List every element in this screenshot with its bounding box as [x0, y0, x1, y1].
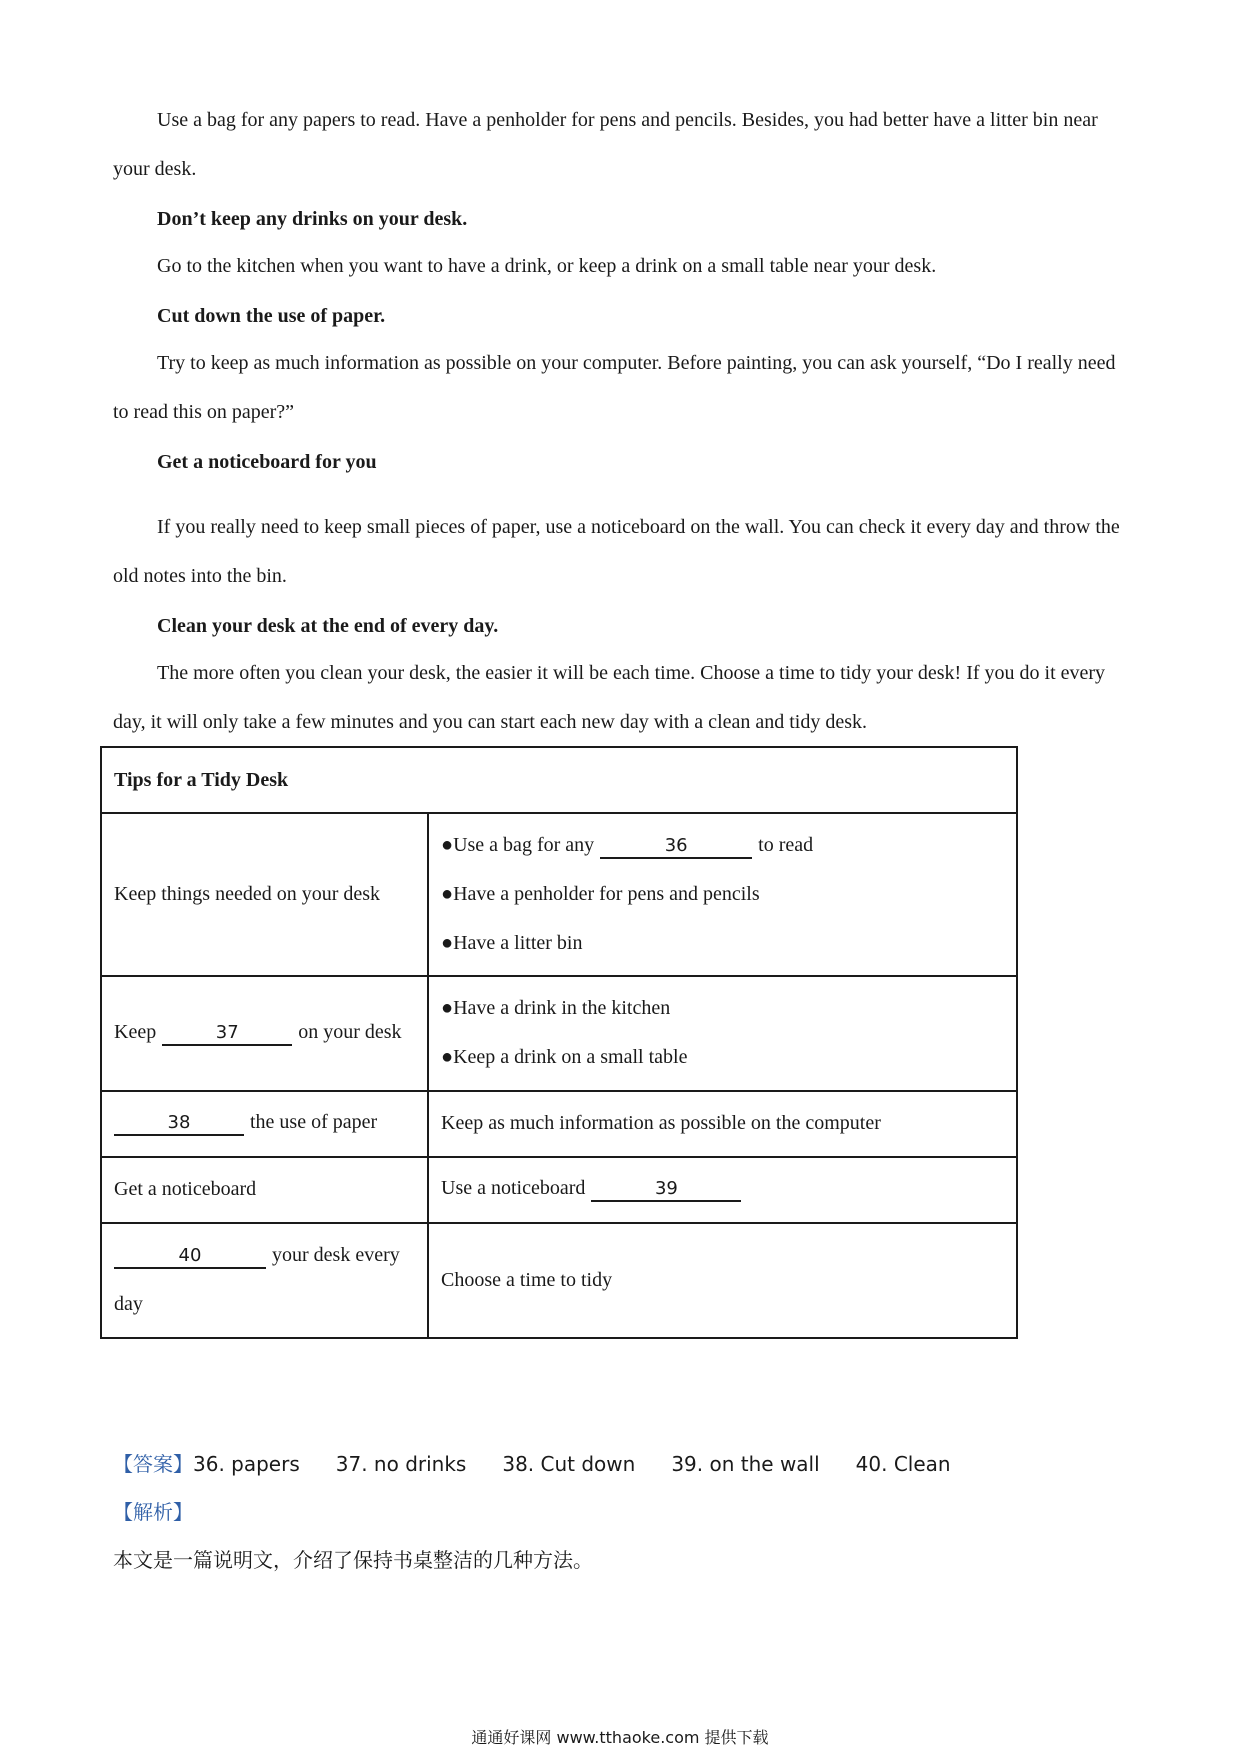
table-cell: 38 the use of paper	[101, 1091, 428, 1157]
answer-item: 40. Clean	[855, 1452, 951, 1476]
table-row	[101, 1157, 1017, 1223]
table-cell: Keep as much information as possible on the computer	[428, 1091, 1017, 1157]
paragraph-clean: The more often you clean your desk, the easier it will be each time. Choose a time to tidy your desk! If you do it every day, it will only take a few minutes and you can start each new day with a clean and tidy desk.	[113, 662, 1106, 733]
blank-37: 37	[162, 1022, 292, 1046]
table-cell: Keep things needed on your desk	[101, 813, 428, 976]
answer-item: 36. papers	[193, 1452, 300, 1476]
heading-clean-desk: Clean your desk at the end of every day.	[157, 615, 499, 637]
answer-item: 38. Cut down	[502, 1452, 636, 1476]
analysis-tag: 【解析】	[113, 1500, 193, 1524]
table-cell: 40 your desk every day	[101, 1223, 428, 1338]
table-row	[101, 813, 1017, 976]
bullet-line: ●Have a drink in the kitchen	[441, 997, 671, 1020]
paragraph-paper: Try to keep as much information as possible on your computer. Before painting, you can ask yourself, “Do I really need to read this on paper?”	[113, 352, 1116, 423]
table-row	[101, 1223, 1017, 1338]
answer-item: 39. on the wall	[671, 1452, 820, 1476]
table-cell: Get a noticeboard	[101, 1157, 428, 1223]
paragraph-noticeboard: If you really need to keep small pieces of paper, use a noticeboard on the wall. You can check it every day and throw the old notes into the bin.	[113, 516, 1120, 587]
blank-36: 36	[600, 835, 752, 859]
bullet-line: ●Have a penholder for pens and pencils	[441, 883, 760, 906]
table-cell: Choose a time to tidy	[428, 1223, 1017, 1338]
answer-line	[113, 1448, 987, 1477]
blank-40: 40	[114, 1245, 266, 1269]
table-row	[101, 976, 1017, 1090]
analysis-text: 本文是一篇说明文，介绍了保持书桌整洁的几种方法。	[113, 1548, 593, 1572]
heading-cut-paper: Cut down the use of paper.	[157, 305, 386, 327]
tips-table	[100, 746, 1018, 1339]
blank-38: 38	[114, 1112, 244, 1136]
paragraph-bag: Use a bag for any papers to read. Have a penholder for pens and pencils. Besides, you had better have a litter bin near your desk.	[113, 109, 1098, 180]
bullet-line: ●Use a bag for any 36 to read	[441, 821, 1004, 870]
table-row	[101, 747, 1017, 813]
answer-item: 37. no drinks	[335, 1452, 467, 1476]
bullet-line: ●Keep a drink on a small table	[441, 1046, 688, 1069]
footer-watermark: 通通好课网 www.tthaoke.com 提供下载	[471, 1728, 769, 1747]
paragraph-drinks: Go to the kitchen when you want to have a drink, or keep a drink on a small table near your desk.	[157, 255, 937, 277]
table-cell	[428, 813, 1017, 976]
table-cell: Keep 37 on your desk	[101, 976, 428, 1090]
table-cell	[428, 976, 1017, 1090]
blank-39: 39	[591, 1178, 741, 1202]
table-cell: Use a noticeboard 39	[428, 1157, 1017, 1223]
heading-noticeboard: Get a noticeboard for you	[157, 451, 377, 473]
bullet-line: ●Have a litter bin	[441, 932, 583, 955]
table-row	[101, 1091, 1017, 1157]
heading-no-drinks: Don’t keep any drinks on your desk.	[157, 208, 468, 230]
table-title: Tips for a Tidy Desk	[101, 747, 1017, 813]
answer-tag: 【答案】	[113, 1452, 193, 1476]
